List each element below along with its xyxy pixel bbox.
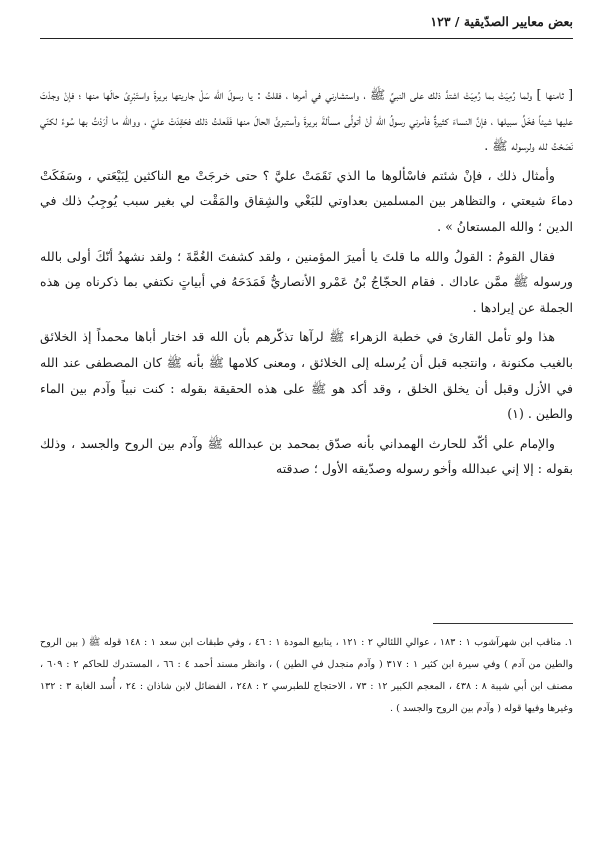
paragraph: فقال القومُ : القولُ والله ما قلتَ يا أميرَ المؤمنين ، ولقد كشفتَ الغُمَّةَ ؛ ولقد نشهدُ أنّكَ أولى بالله ورسوله ﷺ ممَّن عاداك . فقام الحجّاجُ بْنُ عَمْرو الأنصاريُّ فَمَدَحَهُ في أبياتٍ نكتفي بما ذكرناه مِن هذه الجملة عن إيرادها . bbox=[40, 248, 573, 315]
footnotes bbox=[40, 632, 573, 720]
footnote-divider bbox=[433, 623, 573, 624]
paragraph: [ ثامنها ] ولما رُمِيَتْ بما رُمِيَتْ اشتدَّ ذلك على النبيِّ ﷺ ، واستشارني في أمرها ، فقلتُ : يا رسولَ الله سَلْ جاريتها بريرةَ واستَبْرِئ حالَها منها ؛ فإنْ وجدْتَ عليها شيئاً فخَلِّ سبيلها ، فإنَّ النساءَ كثيرةٌ فأمرني رسولُ الله أنْ أتولَّى مسألةَ بريرةَ وأستبرئَ الحالَ منها فَفَعلتُ ذلك فحَقِدَتْ عليّ ، ووالله ما أرَدْتُ بها سُوءً لكنّي نَصَحْتُ لله ولرسوله ﷺ . bbox=[40, 87, 573, 154]
footnote: ١. مناقب ابن شهرآشوب ١ : ١٨٣ ، عوالي اللئالي ٢ : ١٢١ ، ينابيع المودة ١ : ٤٦ ، وفي طبقات ابن سعد ١ : ١٤٨ قوله ﷺ ( بين الروح والطين من آدم ) وفي سيرة ابن كثير ١ : ٣١٧ ( وآدم منجدل في الطين ) ، وانظر مسند أحمد ٤ : ٦٦ ، المستدرك للحاكم ٢ : ٦٠٩ ، مصنف ابن أبي شيبة ٨ : ٤٣٨ ، المعجم الكبير ١٢ : ٧٣ ، الاحتجاج للطبرسي ٢ : ٢٤٨ ، الفضائل لابن شاذان : ٢٤ ، أُسد الغابة ٣ : ١٣٢ وغيرها وفيها قوله ( وآدم بين الروح والجسد ) . bbox=[40, 637, 573, 714]
main-text bbox=[40, 82, 573, 486]
running-title-with-page-number: بعض معايير الصدّيقية / ١٢٣ bbox=[430, 14, 573, 29]
page-header bbox=[40, 14, 573, 39]
paragraph: والإمام علي أكّد للحارث الهمداني بأنه صدّق بمحمد بن عبدالله ﷺ وآدم بين الروح والجسد ، وذلك بقوله : إلا إني عبدالله وأخو رسوله وصدّيقه الأول ؛ صدقته bbox=[40, 435, 573, 477]
paragraph: وأمثال ذلك ، فإنْ شئتم فاسْألوها ما الذي نَقَمَتْ عليَّ ؟ حتى خرجَتْ مع الناكثين لِبَيْعَتي ، وسَفَكَتْ دماءَ شيعتي ، والتظاهر بين المسلمين بعداوتي للبَغْي والشِقاق والمَقْت لي بغير سبب يُوجِبُ ذلك في الدين ؛ والله المستعانُ » . bbox=[40, 167, 573, 234]
paragraph: هذا ولو تأمل القارئ في خطبة الزهراء ﷺ لرآها تذكّرهم بأن الله قد اختار أباها محمداً إذ الخلائق بالغيب مكنونة ، وانتجبه قبل أن يُرسله إلى الخلائق ، ومعنى كلامها ﷺ بأنه ﷺ كان المصطفى عند الله في الأزل وقبل أن يخلق الخلق ، وقد أكد هو ﷺ على هذه الحقيقة بقوله : كنت نبياً وآدم بين الماء والطين . (١) bbox=[40, 329, 573, 422]
